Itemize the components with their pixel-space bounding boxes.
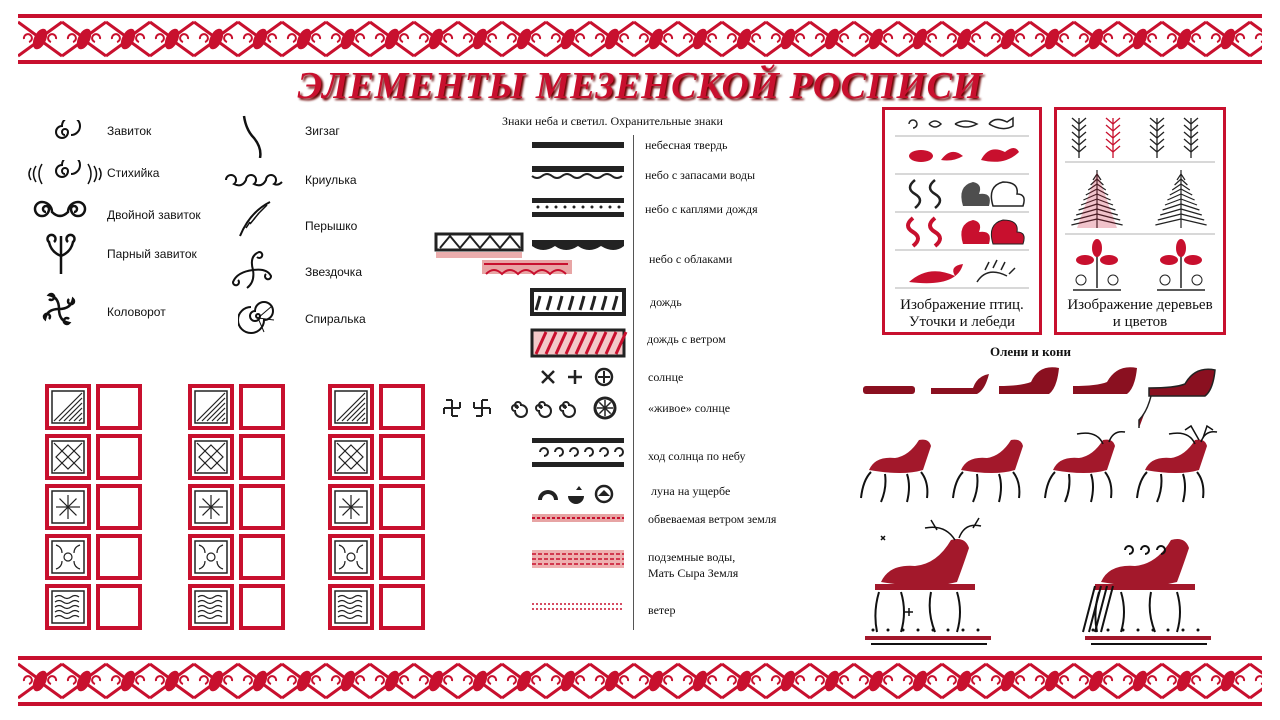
rain-drop (582, 206, 585, 209)
label-feather: Перышко (305, 219, 358, 233)
trees-caption (1057, 297, 1223, 331)
square-pattern-motif (56, 495, 80, 519)
ornament-motif (106, 22, 150, 56)
empty-square (381, 436, 423, 478)
bird-sketch (989, 118, 1013, 129)
ornament-motif (62, 664, 106, 698)
ornament-motif (1250, 22, 1262, 56)
empty-square (381, 586, 423, 628)
wheel-spoke (599, 408, 605, 414)
sun-path-spiral (615, 448, 623, 456)
cloud-band-red (482, 260, 572, 274)
deer-scene-left (865, 539, 991, 644)
sky-item-9: луна на ущербе (651, 484, 731, 498)
swan-red (961, 220, 990, 244)
ornament-motif (458, 664, 502, 698)
label-spiral: Спиралька (305, 312, 366, 326)
horse-scene-right (1085, 539, 1211, 644)
ornament-motif (722, 664, 766, 698)
empty-square (381, 386, 423, 428)
horse-figure (1045, 432, 1125, 502)
ornament-motif (1250, 664, 1262, 698)
label-kolovorot: Коловорот (107, 305, 166, 319)
sun-path-line (532, 462, 624, 467)
kolovorot-icon (36, 286, 82, 332)
birds-panel (882, 107, 1042, 335)
wheel-spoke (605, 408, 611, 414)
empty-square (241, 386, 283, 428)
empty-square (241, 586, 283, 628)
cloud-zigzag (440, 236, 520, 248)
rain-stroke (591, 296, 595, 310)
ornament-motif (546, 664, 590, 698)
rain-drop (609, 206, 612, 209)
empty-square (241, 536, 283, 578)
ornament-motif (678, 22, 722, 56)
ornament-motif (810, 22, 854, 56)
trees-caption-line2: и цветов (1112, 314, 1168, 330)
rain-drop (573, 206, 576, 209)
sun-circle-cross (598, 371, 610, 383)
empty-square (381, 486, 423, 528)
ornament-motif (1074, 664, 1118, 698)
horse-figure (953, 440, 1023, 502)
flower-ornate (1157, 239, 1205, 290)
sky-item-13: ветер (648, 603, 676, 617)
sun-path-spiral (585, 448, 593, 456)
empty-square (98, 486, 140, 528)
ornament-motif (810, 664, 854, 698)
sun-plus (568, 370, 582, 384)
ornament-motif (238, 664, 282, 698)
ornament-motif (942, 22, 986, 56)
sky-strip (532, 166, 624, 172)
sky-item-0: небесная твердь (645, 138, 728, 152)
sun-path-spiral (540, 448, 548, 456)
deer-title: Олени и кони (990, 344, 1071, 359)
birds-caption-line2: Уточки и лебеди (908, 314, 1016, 330)
pattern-square (330, 536, 372, 578)
ornament-motif (238, 22, 282, 56)
birds-caption (885, 297, 1039, 331)
label-zigzag: Зигзаг (305, 124, 340, 138)
pattern-square (330, 586, 372, 628)
water-wave (532, 174, 622, 178)
moon-waning (538, 490, 558, 500)
sky-item-2: небо с каплями дождя (645, 202, 758, 216)
rain-drop (546, 206, 549, 209)
rain-drop (600, 206, 603, 209)
ornament-motif (282, 22, 326, 56)
sky-item-12: Мать Сыра Земля (648, 566, 739, 580)
deer-stage-neck (931, 374, 989, 394)
spiral-icon (238, 298, 278, 338)
ornament-motif (854, 664, 898, 698)
label-paired-zavitok: Парный завиток (107, 247, 197, 261)
label-stikhiyka: Стихийка (107, 166, 160, 180)
small-tree (1072, 118, 1086, 158)
ornament-motif (414, 664, 458, 698)
duck-red (909, 264, 963, 283)
label-double-zavitok: Двойной завиток (107, 208, 201, 222)
rain-stroke (580, 296, 584, 310)
ornament-motif (1074, 22, 1118, 56)
label-star: Звездочка (305, 265, 362, 279)
empty-square (98, 586, 140, 628)
duck-sketch (977, 260, 1015, 282)
label-zavitok: Завиток (107, 124, 152, 138)
bird-red (941, 152, 963, 161)
small-tree (1106, 118, 1120, 158)
trees-caption-line1: Изображение деревьев (1067, 297, 1213, 313)
double-zavitok-icon (32, 198, 88, 226)
ornament-motif (1030, 664, 1074, 698)
sky-item-10: обвеваемая ветром земля (648, 512, 777, 526)
square-pattern-motif (199, 495, 223, 519)
sun-path-spiral (600, 448, 608, 456)
swan-sketch (910, 180, 940, 208)
sky-item-3: небо с облаками (649, 252, 733, 266)
page-title: ЭЛЕМЕНТЫ МЕЗЕНСКОЙ РОСПИСИ (297, 65, 983, 107)
ornament-motif (986, 22, 1030, 56)
ornament-motif (370, 22, 414, 56)
trees-illustration (1057, 110, 1223, 295)
band-edge (18, 656, 1262, 660)
ornament-motif (194, 22, 238, 56)
scene-spiral (1141, 546, 1149, 554)
horse-figure (861, 440, 931, 502)
deer-antlers (925, 518, 981, 540)
cloud-band (532, 240, 624, 250)
wind-lines (532, 604, 624, 609)
sky-item-6: солнце (648, 370, 684, 384)
rain-frame (532, 290, 624, 314)
rain-stroke (602, 296, 606, 310)
rain-drop (591, 206, 594, 209)
square-patterns-grid (44, 383, 434, 638)
ornament-motif (678, 664, 722, 698)
sky-signs-art (430, 130, 635, 630)
sky-heading: Знаки неба и светил. Охранительные знаки (502, 114, 723, 128)
sky-item-5: дождь с ветром (647, 332, 726, 346)
ornament-motif (458, 22, 502, 56)
deer-stage-head (999, 367, 1059, 394)
ornament-motif (766, 22, 810, 56)
empty-square (241, 486, 283, 528)
ornament-motif (986, 664, 1030, 698)
sun-path-spiral (570, 448, 578, 456)
ornament-motif (106, 664, 150, 698)
swan-red (908, 218, 940, 246)
empty-square (98, 536, 140, 578)
empty-square (241, 436, 283, 478)
ornament-motif (414, 22, 458, 56)
ornament-motif (18, 22, 62, 56)
bird-red (909, 150, 933, 162)
pattern-square (190, 536, 232, 578)
sun-cross (542, 371, 554, 383)
ornament-motif (546, 22, 590, 56)
deer-horses-illustration (855, 360, 1235, 652)
cloud-shadow (436, 252, 522, 258)
ornament-motif (1030, 22, 1074, 56)
rain-stroke (558, 296, 562, 310)
band-edge (18, 702, 1262, 706)
ornament-motif (1206, 664, 1250, 698)
ornament-motif (634, 664, 678, 698)
zigzag-icon (238, 114, 268, 158)
swan-red (991, 220, 1024, 244)
swastika-sign (444, 400, 460, 416)
rain-drop (564, 206, 567, 209)
square-pattern-motif (339, 495, 363, 519)
bottom-ornament-band (18, 656, 1262, 706)
ornament-motif (590, 664, 634, 698)
band-edge (18, 14, 1262, 18)
moon-waning (568, 486, 584, 504)
ornament-motif (502, 664, 546, 698)
fir-tree-shade (1077, 172, 1117, 228)
ornament-motif (634, 22, 678, 56)
ornament-motif (282, 664, 326, 698)
ornament-motif (1118, 22, 1162, 56)
zavitok-icon (45, 120, 85, 150)
deer-stage-body (863, 386, 915, 394)
kriulka-icon (222, 166, 288, 194)
ornament-motif (1162, 22, 1206, 56)
rain-drop (555, 206, 558, 209)
ornament-motif (370, 664, 414, 698)
birds-illustration (885, 110, 1039, 295)
sky-item-8: ход солнца по небу (648, 449, 746, 463)
ornament-motif (898, 22, 942, 56)
horse-figure (1137, 426, 1217, 502)
ornament-motif (1162, 664, 1206, 698)
living-sun-whorl (536, 402, 551, 417)
ornament-motif (854, 22, 898, 56)
ornament-motif (898, 664, 942, 698)
wheel-spoke (599, 402, 605, 408)
ornament-motif (722, 22, 766, 56)
bird-sketch (909, 120, 977, 128)
sky-item-4: дождь (650, 295, 682, 309)
moon-triangle (598, 490, 610, 496)
living-sun-whorl (512, 402, 527, 417)
deer-stage-legs (1139, 369, 1215, 428)
sky-item-7: «живое» солнце (648, 401, 731, 415)
sky-strip (532, 212, 624, 217)
sky-item-11: подземные воды, (648, 550, 736, 564)
ornament-motif (766, 664, 810, 698)
fir-tree-ornate (1155, 170, 1206, 228)
ornament-motif (150, 22, 194, 56)
ornament-motif (942, 664, 986, 698)
rain-drop (537, 206, 540, 209)
empty-square (381, 536, 423, 578)
paired-zavitok-icon (36, 232, 86, 274)
swastika-sign (474, 400, 490, 416)
sky-strip (532, 142, 624, 148)
pattern-square (190, 586, 232, 628)
bird-red (981, 148, 1019, 162)
ornament-motif (1206, 22, 1250, 56)
living-sun-whorl (560, 402, 575, 417)
ornament-motif (326, 22, 370, 56)
swan-feathered (991, 182, 1024, 206)
ornament-motif (326, 664, 370, 698)
pattern-square (47, 536, 89, 578)
deer-stage-head (1073, 367, 1137, 394)
rain-stroke (613, 296, 617, 310)
sky-strip (532, 198, 624, 203)
pattern-square (47, 586, 89, 628)
swan-shaded (961, 182, 990, 206)
small-tree (1184, 118, 1198, 158)
rain-drop (618, 206, 621, 209)
trees-panel (1054, 107, 1226, 335)
scene-spiral (1125, 546, 1133, 554)
rain-stroke (569, 296, 573, 310)
birds-caption-line1: Изображение птиц. (900, 297, 1024, 313)
scene-spiral (1157, 546, 1165, 554)
flower-red (1073, 239, 1121, 290)
label-kriulka: Криулька (305, 173, 357, 187)
rain-stroke (536, 296, 540, 310)
wheel-spoke (605, 402, 611, 408)
empty-square (98, 436, 140, 478)
feather-icon (236, 198, 272, 238)
sun-path-spiral (555, 448, 563, 456)
ornament-motif (62, 22, 106, 56)
ornament-motif (18, 664, 62, 698)
ornament-motif (590, 22, 634, 56)
small-tree (1150, 118, 1164, 158)
ornament-motif (194, 664, 238, 698)
top-ornament-band (18, 14, 1262, 64)
stikhiyka-icon (28, 160, 103, 188)
sky-item-1: небо с запасами воды (645, 168, 756, 182)
rain-stroke (547, 296, 551, 310)
empty-square (98, 386, 140, 428)
ornament-motif (1118, 664, 1162, 698)
ornament-motif (150, 664, 194, 698)
star-icon (228, 248, 278, 292)
sun-path-line (532, 438, 624, 443)
ornament-motif (502, 22, 546, 56)
